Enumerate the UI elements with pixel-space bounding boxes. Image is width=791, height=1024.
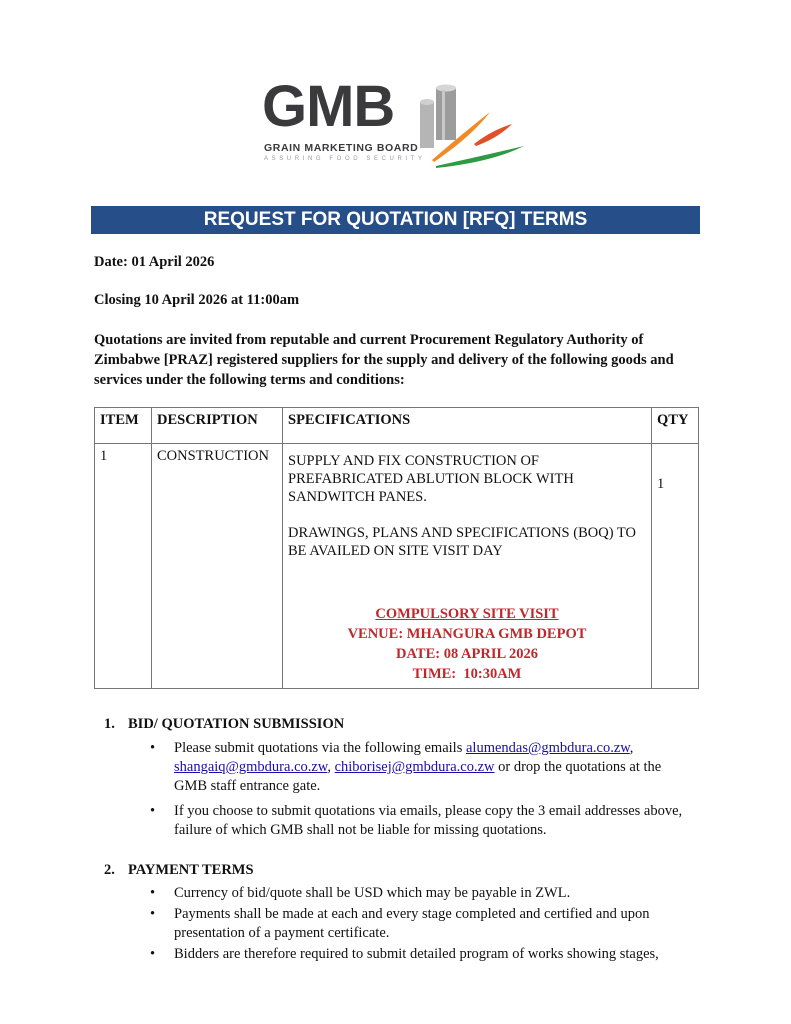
site-visit-title: COMPULSORY SITE VISIT — [375, 606, 559, 622]
section-title: BID/ QUOTATION SUBMISSION — [128, 716, 345, 732]
email-link-2[interactable]: shangaiq@gmbdura.co.zw — [174, 759, 328, 775]
logo-wordmark: GMB — [262, 74, 395, 139]
section-title: PAYMENT TERMS — [128, 862, 254, 878]
logo-tagline: ASSURING FOOD SECURITY — [264, 156, 426, 162]
spec-text-1: SUPPLY AND FIX CONSTRUCTION OF PREFABRICATED ABLUTION BLOCK WITH SANDWITCH PANES. — [288, 453, 574, 505]
date-line: Date: 01 April 2026 — [94, 254, 215, 270]
table-row — [95, 444, 699, 689]
site-visit-block — [288, 604, 646, 684]
items-table — [94, 407, 699, 689]
bullet-icon: • — [150, 740, 156, 756]
list-item: • Currency of bid/quote shall be USD which may be payable in ZWL. — [150, 885, 571, 901]
bullet-icon: • — [150, 885, 156, 901]
header-qty: QTY — [652, 408, 699, 444]
bullet-icon: • — [150, 906, 156, 922]
payment-bullets — [150, 884, 690, 970]
list-item: • Bidders are therefore required to submit detailed program of works showing stages, — [150, 946, 659, 962]
submission-bullets — [150, 739, 690, 846]
header-item: ITEM — [95, 408, 152, 444]
header-specifications: SPECIFICATIONS — [283, 408, 652, 444]
cell-specifications — [283, 444, 652, 689]
site-visit-time: TIME: 10:30AM — [412, 666, 522, 682]
email-link-1[interactable]: alumendas@gmbdura.co.zw — [465, 740, 630, 756]
site-visit-venue: VENUE: MHANGURA GMB DEPOT — [347, 626, 587, 642]
section-heading-payment — [104, 862, 254, 879]
intro-paragraph: Quotations are invited from reputable and current Procurement Regulatory Authority of Zimbabwe [PRAZ] registered suppliers for the supply and delivery of the following goods and services under the following terms and conditions: — [94, 332, 674, 388]
closing-line: Closing 10 April 2026 at 11:00am — [94, 292, 300, 308]
bullet-icon: • — [150, 946, 156, 962]
table-header-row — [95, 408, 699, 444]
list-item: • If you choose to submit quotations via emails, please copy the 3 email addresses above, failure of which GMB shall not be liable for missing quotations. — [150, 803, 683, 838]
rfq-banner: REQUEST FOR QUOTATION [RFQ] TERMS — [91, 206, 700, 234]
section-heading-submission — [104, 716, 344, 733]
spec-text-2: DRAWINGS, PLANS AND SPECIFICATIONS (BOQ) TO BE AVAILED ON SITE VISIT DAY — [288, 525, 636, 559]
email-link-3[interactable]: chiborisej@gmbdura.co.zw — [334, 759, 495, 775]
cell-description: CONSTRUCTION — [152, 444, 283, 689]
header-description: DESCRIPTION — [152, 408, 283, 444]
list-item: • Please submit quotations via the following emails alumendas@gmbdura.co.zw, shangaiq@gmbdura.co.zw, chiborisej@gmbdura.co.zw or drop the quotations at the GMB staff entrance gate. — [150, 740, 662, 794]
cell-item: 1 — [95, 444, 152, 689]
silo-swoosh-icon — [412, 84, 532, 170]
site-visit-date: DATE: 08 APRIL 2026 — [396, 646, 538, 662]
section-number: 1. — [104, 716, 115, 732]
qty-value: 1 — [657, 476, 665, 492]
list-item: • Payments shall be made at each and every stage completed and certified and upon presentation of a payment certificate. — [150, 906, 650, 941]
cell-qty — [652, 444, 699, 689]
bullet-icon: • — [150, 803, 156, 819]
gmb-logo — [262, 74, 532, 170]
logo-name: GRAIN MARKETING BOARD — [264, 142, 419, 154]
section-number: 2. — [104, 862, 115, 878]
